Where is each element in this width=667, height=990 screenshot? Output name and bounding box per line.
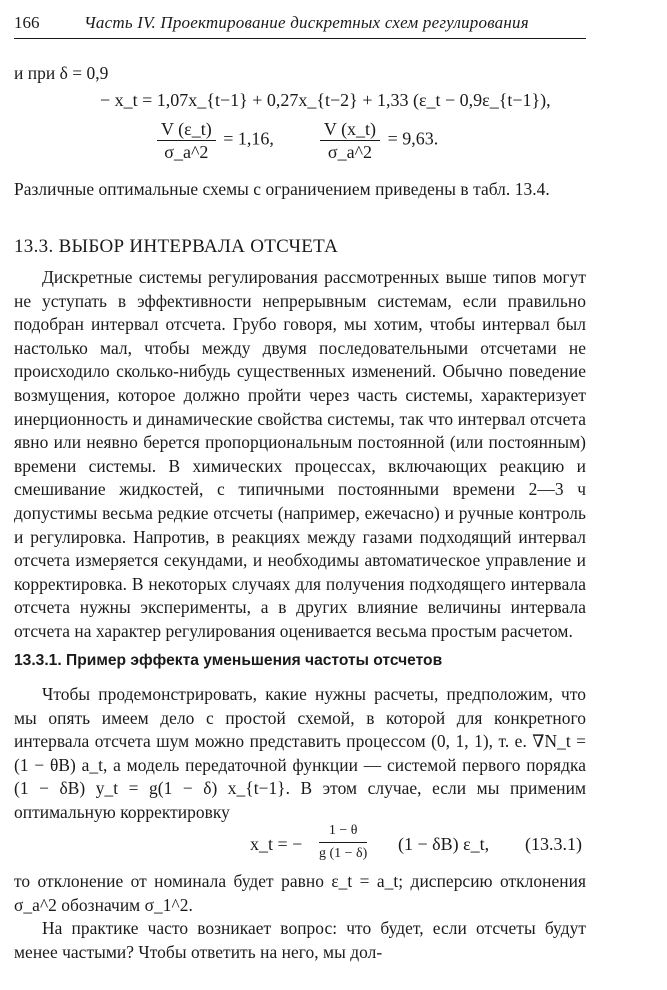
variance-ratios — [154, 118, 574, 174]
ratio-x-value: = 9,63. — [387, 128, 439, 149]
equation-fraction — [319, 820, 367, 865]
ratio-epsilon-denominator: σ_a^2 — [164, 142, 209, 162]
subsection-heading — [14, 650, 586, 672]
paragraph-schemes: Различные оптимальные схемы с ограничением приведены в табл. 13.4. — [14, 179, 550, 199]
header-rule — [14, 38, 586, 39]
ratio-epsilon-value: = 1,16, — [223, 128, 274, 149]
equation-rhs: (1 − δB) ε_t, — [398, 834, 490, 854]
ratio-epsilon-numerator: V (ε_t) — [157, 118, 216, 141]
equation-arma: − x_t = 1,07x_{t−1} + 0,27x_{t−2} + 1,33 (ε_t − 0,9ε_{t−1}), — [100, 90, 551, 110]
ratio-x — [320, 118, 380, 163]
ratio-x-numerator: V (x_t) — [320, 118, 380, 141]
equation-denominator: g (1 − δ) — [319, 846, 368, 861]
section-heading — [14, 235, 586, 259]
paragraph-after-equation: то отклонение от номинала будет равно ε_t = a_t; дисперсию отклонения σ_a^2 обозначим σ_1^2. — [14, 871, 586, 915]
book-page — [14, 0, 586, 990]
subsection-title: Пример эффекта уменьшения частоты отсчетов — [66, 652, 443, 669]
paragraph-sampling-interval: Дискретные системы регулирования рассмотренных выше типов могут не уступать в эффективности непрерывным системам, если правильно подобран интервал отсчета. Грубо говоря, мы хотим, чтобы интервал был настолько мал, чтобы между двумя последовательными отсчетами не происходило сколько-нибудь существенных изменений. Обычно поведение возмущения, которое должно пройти через часть системы, характеризует инерционность и динамические свойства системы, так что интервал отсчета явно или неявно берется пропорциональным постоянной (или постоянным) времени системы. В химических процессах, включающих реакцию и смешивание жидкостей, с типичными постоянными времени 2—3 ч допустимы весьма редкие отсчеты (например, ежечасно) и ручные контроль и регулировка. Напротив, в реакциях между газами подходящий интервал отсчета измеряется секундами, и необходимы автоматическое управление и корректировка. В некоторых случаях для получения подходящего интервала отсчета нужны эксперименты, а в других влияние величины интервала отсчета на характер регулирования оценивается весьма простым расчетом. — [14, 267, 586, 641]
subsection-number: 13.3.1. — [14, 652, 62, 669]
ratio-epsilon — [157, 118, 216, 163]
ratio-x-denominator: σ_a^2 — [327, 142, 373, 162]
running-head: Часть IV. Проектирование дискретных схем регулирования — [84, 13, 529, 32]
page-header — [14, 12, 586, 34]
intro-lead: и при δ = 0,9 — [14, 63, 109, 83]
section-number: 13.3. — [14, 236, 54, 257]
paragraph-practice: На практике часто возникает вопрос: что будет, если отсчеты будут менее частыми? Чтобы ответить на него, мы дол- — [14, 918, 586, 962]
paragraph-example: Чтобы продемонстрировать, какие нужны расчеты, предположим, что мы опять имеем дело с простой схемой, в которой для конкретного интервала отсчета шум можно представить процессом (0, 1, 1), т. е. ∇N_t = (1 − θB) a_t, а модель передаточной функции — системой первого порядка (1 − δB) y_t = g(1 − δ) x_{t−1}. В этом случае, если мы применим оптимальную корректировку — [14, 684, 586, 822]
equation-lhs: x_t = − — [250, 834, 303, 854]
equation-number: (13.3.1) — [525, 834, 582, 854]
equation-numerator: 1 − θ — [319, 820, 367, 843]
page-number: 166 — [14, 13, 40, 32]
section-title: ВЫБОР ИНТЕРВАЛА ОТСЧЕТА — [58, 236, 339, 257]
equation-13-3-1 — [14, 820, 586, 868]
